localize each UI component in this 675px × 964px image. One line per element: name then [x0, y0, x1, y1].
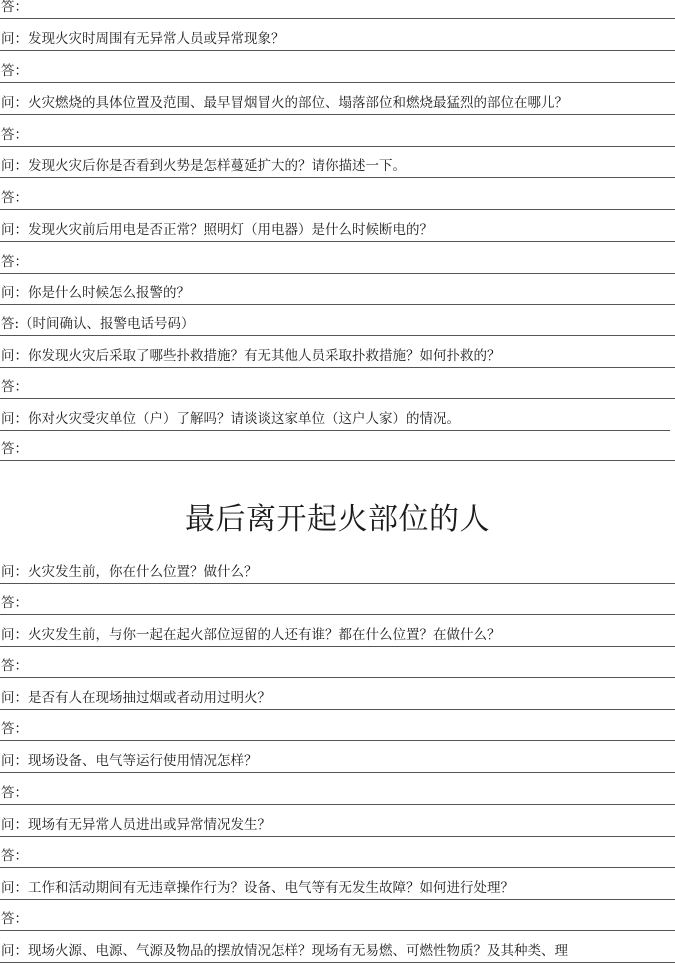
question-text: 问：你对火灾受灾单位（户）了解吗？请谈谈这家单位（这户人家）的情况。 [1, 411, 460, 427]
answer-label: 答： [1, 848, 28, 864]
underline-rule [0, 209, 675, 210]
question-text: 问：发现火灾前后用电是否正常？照明灯（用电器）是什么时候断电的？ [1, 222, 433, 238]
question-text: 问：是否有人在现场抽过烟或者动用过明火？ [1, 690, 271, 706]
question-line [0, 564, 675, 584]
underline-rule [0, 398, 675, 399]
underline-rule [0, 50, 675, 51]
underline-rule [0, 740, 675, 741]
answer-label: 答： [1, 127, 28, 143]
underline-rule [0, 304, 675, 305]
answer-line [0, 595, 675, 615]
answer-label: 答： [1, 379, 28, 395]
underline-rule [0, 114, 675, 115]
answer-line [0, 848, 675, 868]
underline-rule [0, 177, 675, 178]
section-title: 最后离开起火部位的人 [185, 502, 490, 537]
question-text: 问：你发现火灾后采取了哪些扑救措施？有无其他人员采取扑救措施？如何扑救的？ [1, 348, 501, 364]
answer-line [0, 0, 675, 19]
answer-line [0, 316, 675, 336]
answer-line [0, 190, 675, 210]
question-line [0, 943, 675, 963]
answer-label: 答： [1, 0, 28, 15]
answer-label: 答： [1, 254, 28, 270]
question-line [0, 348, 675, 368]
answer-label: 答:（时间确认、报警电话号码） [1, 316, 195, 332]
question-text: 问：火灾燃烧的具体位置及范围、最早冒烟冒火的部位、塌落部位和燃烧最猛烈的部位在哪儿？ [1, 95, 568, 111]
underline-rule [0, 460, 675, 461]
question-line [0, 285, 675, 305]
question-text: 问：发现火灾后你是否看到火势是怎样蔓延扩大的？请你描述一下。 [1, 158, 406, 174]
answer-line [0, 127, 675, 147]
answer-label: 答： [1, 441, 28, 457]
answer-line [0, 911, 675, 931]
answer-line [0, 63, 675, 83]
answer-line [0, 441, 675, 461]
question-line [0, 880, 675, 900]
question-line [0, 31, 675, 51]
question-text: 问：你是什么时候怎么报警的？ [1, 285, 190, 301]
underline-rule [0, 867, 675, 868]
question-line [0, 158, 675, 178]
question-text: 问：现场设备、电气等运行使用情况怎样？ [1, 753, 258, 769]
underline-rule [0, 430, 670, 431]
underline-rule [0, 335, 675, 336]
underline-rule [0, 18, 675, 19]
answer-label: 答： [1, 190, 28, 206]
question-text: 问：发现火灾时周围有无异常人员或异常现象？ [1, 31, 285, 47]
underline-rule [0, 583, 675, 584]
underline-rule [0, 614, 675, 615]
underline-rule [0, 899, 675, 900]
answer-line [0, 721, 675, 741]
question-text: 问：现场火源、电源、气源及物品的摆放情况怎样？现场有无易燃、可燃性物质？及其种类、理 [1, 943, 568, 959]
underline-rule [0, 146, 675, 147]
answer-line [0, 379, 675, 399]
underline-rule [0, 367, 675, 368]
answer-label: 答： [1, 63, 28, 79]
question-line [0, 690, 675, 710]
question-line [0, 95, 675, 115]
underline-rule [0, 273, 675, 274]
answer-line [0, 254, 675, 274]
question-line [0, 222, 675, 242]
question-line [0, 817, 675, 837]
underline-rule [0, 709, 675, 710]
question-text: 问：现场有无异常人员进出或异常情况发生？ [1, 817, 271, 833]
answer-label: 答： [1, 785, 28, 801]
underline-rule [0, 772, 675, 773]
underline-rule [0, 677, 675, 678]
question-line [0, 753, 675, 773]
answer-label: 答： [1, 721, 28, 737]
answer-label: 答： [1, 658, 28, 674]
question-text: 问：工作和活动期间有无违章操作行为？设备、电气等有无发生故障？如何进行处理？ [1, 880, 514, 896]
underline-rule [0, 82, 675, 83]
question-text: 问：火灾发生前，与你一起在起火部位逗留的人还有谁？都在什么位置？在做什么？ [1, 627, 501, 643]
question-line [0, 411, 670, 431]
underline-rule [0, 962, 675, 963]
question-text: 问：火灾发生前，你在什么位置？做什么？ [1, 564, 258, 580]
underline-rule [0, 930, 675, 931]
underline-rule [0, 241, 675, 242]
underline-rule [0, 836, 675, 837]
question-line [0, 627, 675, 647]
answer-line [0, 658, 675, 678]
answer-label: 答： [1, 595, 28, 611]
answer-label: 答： [1, 911, 28, 927]
underline-rule [0, 804, 675, 805]
underline-rule [0, 646, 675, 647]
answer-line [0, 785, 675, 805]
